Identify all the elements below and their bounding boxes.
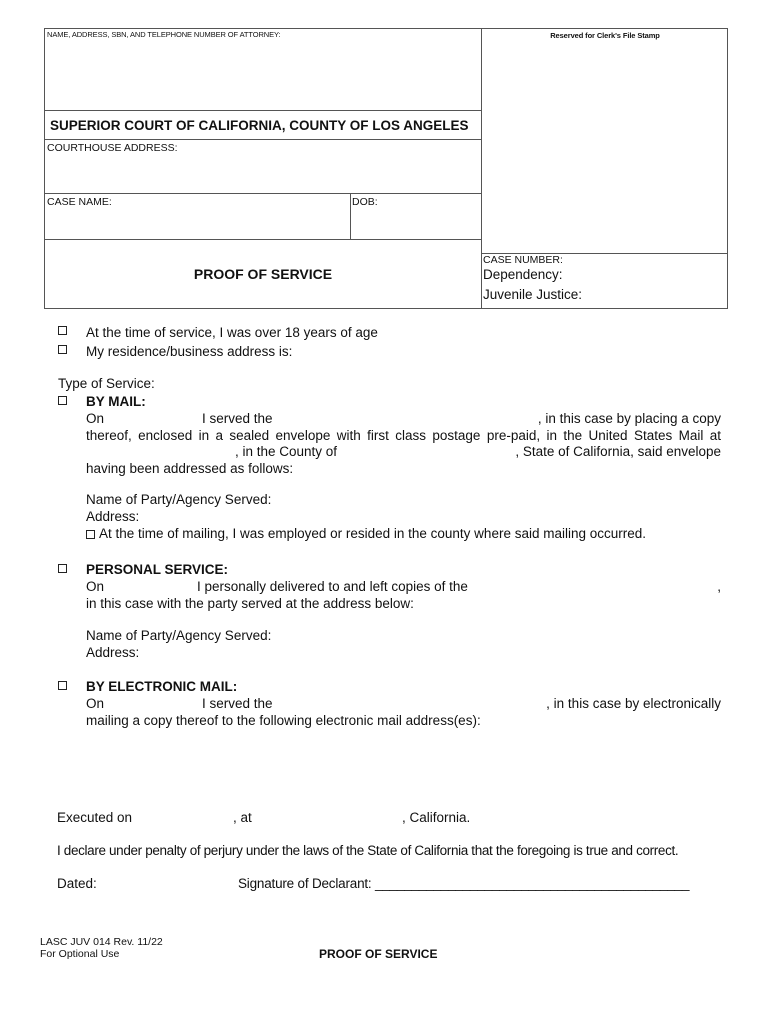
electronic-line-2: mailing a copy thereof to the following electronic mail address(es): (86, 713, 481, 728)
mail-employed-checkbox[interactable] (86, 530, 95, 539)
over-18-text: At the time of service, I was over 18 years of age (86, 325, 378, 340)
electronic-on: On (86, 696, 105, 711)
over-18-checkbox[interactable] (58, 326, 67, 335)
form-title: PROOF OF SERVICE (193, 266, 333, 282)
by-mail-heading: BY MAIL: (86, 394, 146, 409)
electronic-mail-checkbox[interactable] (58, 681, 67, 690)
personal-address-label: Address: (86, 645, 140, 660)
personal-line-2: in this case with the party served at the address below: (86, 596, 414, 611)
declaration-text: I declare under penalty of perjury under the laws of the State of California that the foregoing is true and correct. (57, 843, 679, 858)
executed-at-label: , at (233, 810, 252, 825)
mail-state-text: , State of California, said envelope (515, 444, 721, 459)
footer-optional-use: For Optional Use (40, 948, 120, 960)
personal-on: On (86, 579, 105, 594)
mail-employed-text: At the time of mailing, I was employed or resided in the county where said mailing occurred. (99, 526, 647, 541)
juvenile-justice-label: Juvenile Justice: (483, 287, 583, 302)
mail-county-text: , in the County of (235, 444, 338, 459)
mail-line-4: having been addressed as follows: (86, 461, 294, 476)
personal-comma: , (717, 579, 721, 594)
dated-label: Dated: (57, 876, 97, 891)
footer-title: PROOF OF SERVICE (319, 947, 438, 961)
clerk-stamp-label: Reserved for Clerk's File Stamp (550, 31, 660, 40)
electronic-mail-heading: BY ELECTRONIC MAIL: (86, 679, 238, 694)
court-name: SUPERIOR COURT OF CALIFORNIA, COUNTY OF LOS ANGELES (50, 118, 469, 133)
mail-on: On (86, 411, 105, 426)
personal-service-checkbox[interactable] (58, 564, 67, 573)
mail-employed-row (86, 526, 646, 541)
dependency-label: Dependency: (483, 267, 563, 282)
mail-copy-text: , in this case by placing a copy (537, 411, 721, 426)
type-of-service-label: Type of Service: (58, 376, 155, 391)
signature-line: Signature of Declarant: ___________________________________________ (238, 876, 690, 891)
dob-label: DOB: (352, 196, 378, 208)
personal-delivered-text: I personally delivered to and left copies of the (197, 579, 468, 594)
executed-california-label: , California. (402, 810, 471, 825)
by-mail-checkbox[interactable] (58, 396, 67, 405)
personal-party-label: Name of Party/Agency Served: (86, 628, 272, 643)
courthouse-address-label: COURTHOUSE ADDRESS: (47, 142, 178, 154)
mail-address-label: Address: (86, 509, 140, 524)
mail-served: I served the (202, 411, 273, 426)
case-number-label: CASE NUMBER: (483, 254, 563, 266)
mail-party-label: Name of Party/Agency Served: (86, 492, 272, 507)
footer-form-number: LASC JUV 014 Rev. 11/22 (40, 936, 163, 948)
residence-checkbox[interactable] (58, 345, 67, 354)
personal-service-heading: PERSONAL SERVICE: (86, 562, 229, 577)
electronic-tail-text: , in this case by electronically (546, 696, 721, 711)
electronic-served: I served the (202, 696, 273, 711)
case-name-label: CASE NAME: (47, 196, 112, 208)
mail-line-2: thereof, enclosed in a sealed envelope with first class postage pre-paid, in the United States Mail at (86, 428, 721, 443)
residence-text: My residence/business address is: (86, 344, 293, 359)
attorney-label: NAME, ADDRESS, SBN, AND TELEPHONE NUMBER OF ATTORNEY: (47, 30, 281, 39)
executed-on-label: Executed on (57, 810, 133, 825)
